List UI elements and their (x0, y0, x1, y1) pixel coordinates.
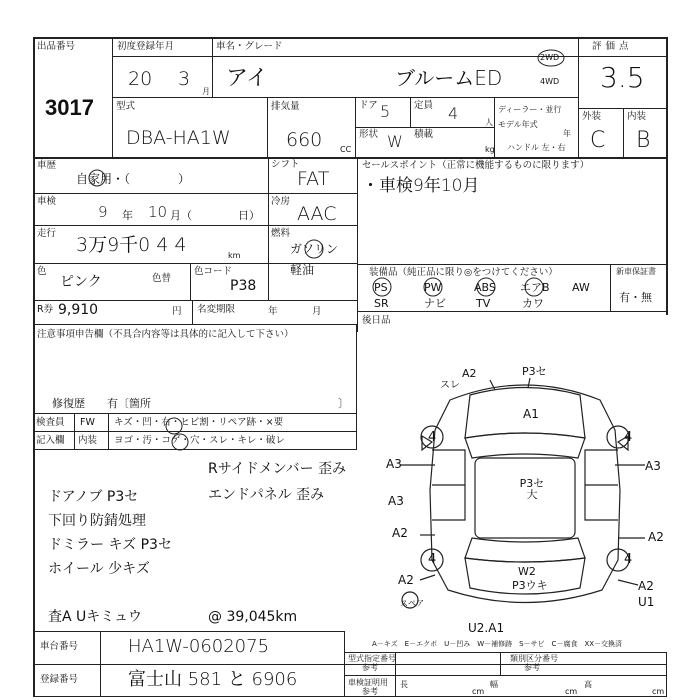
post-install-label: 後日品 (362, 315, 391, 326)
shape-label: 形状 (359, 129, 379, 140)
door-label: ドア (359, 100, 378, 111)
fuel-light-oil: 軽油 (290, 263, 315, 277)
border-right (666, 37, 668, 315)
class-num-sub: 参考 (524, 663, 540, 672)
score-label: 評価点 (592, 41, 633, 52)
grid-line (410, 97, 411, 127)
note-line: Rサイドメンバー 歪み (208, 461, 347, 477)
height-cm: cm (652, 687, 665, 696)
grid-line (33, 225, 357, 226)
grid-line (33, 300, 357, 301)
sales-point-label: セールスポイント（正常に機能するものに限ります） (362, 160, 590, 171)
mark-right-a2: A2 (648, 530, 664, 544)
length-cm: cm (472, 687, 485, 696)
color-code-label: 色コード (194, 266, 233, 277)
month-unit: 月 (202, 87, 210, 96)
mark-spare: スペア (400, 599, 424, 608)
lot-number-label: 出品番号 (37, 41, 76, 52)
grid-line (666, 652, 667, 697)
width-label: 幅 (490, 680, 498, 689)
grid-line (33, 631, 345, 632)
cert-label: 車検証明用 (348, 678, 388, 687)
equipment-abs: ABS (474, 281, 496, 294)
cert-sub: 参考 (362, 687, 378, 696)
interior-check-items: ヨゴ・汚・コゲ・穴・スレ・キレ・破レ (114, 435, 285, 446)
mark-rear-p3: P3ウキ (512, 579, 548, 592)
equipment-pw: PW (424, 281, 442, 294)
capacity-label: 定員 (414, 100, 434, 111)
kg-unit: kg (485, 145, 495, 154)
displacement: 660 (286, 129, 323, 151)
grid-line (344, 675, 667, 676)
model-code: DBA-HA1W (126, 127, 231, 149)
chassis-label: 車台番号 (40, 641, 79, 652)
mark-wheel-rr: 4 (624, 552, 633, 567)
mark-top-scuff: スレ (440, 380, 460, 391)
yen-unit: 円 (172, 306, 182, 317)
grid-line (357, 311, 667, 312)
type-cert-label: 型式指定番号 (348, 654, 396, 663)
registration-number: 富士山 581 と 6906 (128, 669, 298, 690)
circle-mark (303, 238, 325, 260)
grid-line (112, 97, 578, 98)
day-unit: 日） (238, 209, 260, 222)
mark-bottom-u1: U1 (638, 595, 655, 609)
model-year-label: モデル年式 (498, 120, 538, 129)
fw-label: FW (80, 417, 95, 428)
month-unit: 月（ (170, 209, 192, 222)
note-line: 下回り防錆処理 (48, 513, 146, 529)
history-value: 自家用・（ ） (76, 172, 191, 186)
history-label: 車歴 (37, 160, 57, 171)
mark-bottom-a2-right: A2 (638, 579, 654, 593)
grid-line (356, 324, 357, 414)
exterior-grade: C (590, 128, 606, 153)
grid-line (578, 108, 666, 109)
grid-line (344, 652, 667, 653)
fuel-gasoline: ガソリン (290, 242, 339, 256)
recycle-label: R券 (37, 304, 54, 315)
legend: A－キズ E－エクボ U－凹み W－補修跡 S－サビ C－腐食 XX－交換済 (372, 640, 623, 648)
grid-line (267, 97, 268, 157)
recycle-value: 9,910 (58, 302, 99, 318)
mark-hood: A1 (523, 407, 539, 421)
repair-history-close: 〕 (338, 397, 349, 410)
car-name: アイ (226, 66, 269, 91)
car-name-label: 車名・グレード (216, 41, 283, 52)
shape: W (387, 132, 403, 151)
mark-right-a3: A3 (645, 459, 661, 473)
equipment-tv: TV (476, 297, 491, 310)
load-label: 積載 (414, 129, 434, 140)
mark-top-p3se: P3セ (522, 365, 547, 378)
warranty-value: 有・無 (619, 291, 652, 304)
color-value: ピンク (60, 274, 102, 290)
grid-line (578, 37, 579, 157)
circle-mark (160, 412, 240, 452)
exterior-label: 外装 (582, 111, 602, 122)
note-line: ドアノブ P3セ (48, 489, 139, 505)
mark-bottom-a1: U2.A1 (468, 621, 505, 635)
shift-label: シフト (271, 159, 300, 170)
interior-grade: B (636, 128, 651, 153)
type-cert-sub: 参考 (362, 663, 378, 672)
border-top (33, 37, 667, 39)
interior-label: 内装 (627, 111, 647, 122)
write-label: 記入欄 (36, 435, 65, 446)
length-label: 長 (400, 680, 408, 689)
equipment-leather: カワ (522, 297, 544, 310)
grid-line (33, 696, 667, 697)
drive-2wd: 2WD (540, 53, 560, 62)
grid-line (192, 300, 193, 324)
mileage-value: 3万9千0 4 4 (76, 234, 187, 256)
year-unit: 年 (122, 209, 133, 222)
color-change-label: 色替 (152, 273, 172, 284)
grid-line (357, 264, 667, 265)
grid-line (356, 413, 357, 449)
dealer-label: ディーラー・並行 (498, 105, 562, 114)
grid-line (33, 664, 667, 665)
mileage-label: 走行 (37, 228, 57, 239)
circle-mark (536, 48, 566, 68)
grid-line (578, 56, 666, 57)
aircon-value: AAC (297, 203, 337, 225)
warranty-label: 新車保証書 (616, 267, 656, 276)
inspection-year: 9 (98, 203, 108, 221)
height-label: 高 (584, 680, 592, 689)
grid-line (610, 264, 611, 311)
year-unit: 年 (563, 129, 571, 138)
border-left (33, 37, 35, 697)
grade: ブルームED (395, 66, 503, 90)
note-line: エンドパネル 歪み (208, 487, 325, 503)
repair-history-label: 修復歴 有〔箇所 (52, 397, 151, 410)
mark-wheel-fr: 4 (624, 430, 633, 445)
inspection-label: 車検 (37, 196, 57, 207)
fuel-label: 燃料 (271, 228, 291, 239)
interior-check-label: 内装 (78, 435, 98, 446)
grid-line (74, 413, 75, 449)
grid-line (108, 413, 109, 449)
grid-line (500, 652, 501, 675)
mark-wheel-fl: 4 (428, 430, 437, 445)
inspector-label: 検査員 (36, 417, 65, 428)
note-line: ドミラー キズ P3セ (48, 537, 172, 553)
grid-line (623, 108, 624, 157)
registration-label: 登録番号 (40, 674, 79, 685)
grid-line (190, 263, 191, 300)
name-change-month: 月 (312, 306, 322, 317)
km-unit: km (228, 251, 241, 260)
grid-line (33, 324, 357, 325)
note-line: @ 39,045km (208, 609, 298, 625)
grid-line (355, 127, 494, 128)
note-line: 査A Uキミュウ (48, 609, 142, 625)
mark-top-a2: A2 (462, 367, 477, 380)
grid-line (33, 193, 357, 194)
equipment-label: 装備品（純正品に限り◎をつけてください） (369, 267, 558, 278)
color-code: P38 (230, 278, 257, 294)
mark-wheel-rl: 4 (428, 552, 437, 567)
equipment-sr: SR (374, 297, 389, 310)
cc-unit: CC (340, 145, 352, 154)
model-label: 型式 (116, 101, 136, 112)
displacement-label: 排気量 (271, 101, 300, 112)
lot-number: 3017 (45, 95, 94, 120)
circle-mark (366, 276, 606, 298)
grid-line (357, 157, 358, 332)
name-change-year: 年 (268, 306, 278, 317)
handle-label: ハンドル 左・右 (507, 143, 566, 152)
grid-line (33, 157, 667, 159)
note-line: ホイール 少キズ (48, 561, 150, 577)
width-cm: cm (565, 687, 578, 696)
mark-bottom-a2-left: A2 (398, 573, 414, 587)
registration-month: 3 (178, 68, 191, 90)
drive-4wd: 4WD (540, 77, 560, 86)
equipment-ps: PS (374, 281, 388, 294)
registration-year: 20 (128, 68, 153, 90)
equipment-navi: ナビ (424, 297, 446, 310)
name-change-label: 名変期限 (197, 304, 236, 315)
chassis-number: HA1W-0602075 (128, 636, 270, 657)
mark-left-a3: A3 (386, 457, 402, 471)
capacity: 4 (448, 104, 459, 123)
shift-value: FAT (297, 168, 330, 190)
mark-rear-w2: W2 (518, 565, 536, 578)
circle-mark (87, 168, 107, 188)
grid-line (268, 157, 269, 300)
grid-line (100, 631, 101, 697)
color-label: 色 (37, 266, 47, 277)
notes-label: 注意事項申告欄（不具合内容等は具体的に記入して下さい） (37, 329, 294, 340)
equipment-aw: AW (572, 281, 590, 294)
grid-line (112, 56, 578, 57)
grid-line (212, 37, 213, 97)
score: 3.5 (600, 61, 645, 94)
mark-roof: P3セ 大 (519, 477, 545, 501)
doors: 5 (380, 102, 391, 121)
person-unit: 人 (485, 118, 493, 127)
aircon-label: 冷房 (271, 196, 291, 207)
mark-left-a2: A2 (392, 526, 408, 540)
check-items: キズ・凹・右・ヒビ割・リペア跡・×要 (114, 417, 284, 428)
class-num-label: 類別区分番号 (510, 654, 558, 663)
inspection-month: 10 (148, 203, 168, 221)
equipment-airbag: エアB (520, 281, 550, 294)
mark-left-a3: A3 (388, 494, 404, 508)
sales-point-text: ・車検9年10月 (362, 176, 480, 196)
first-registration-label: 初度登録年月 (117, 41, 175, 52)
